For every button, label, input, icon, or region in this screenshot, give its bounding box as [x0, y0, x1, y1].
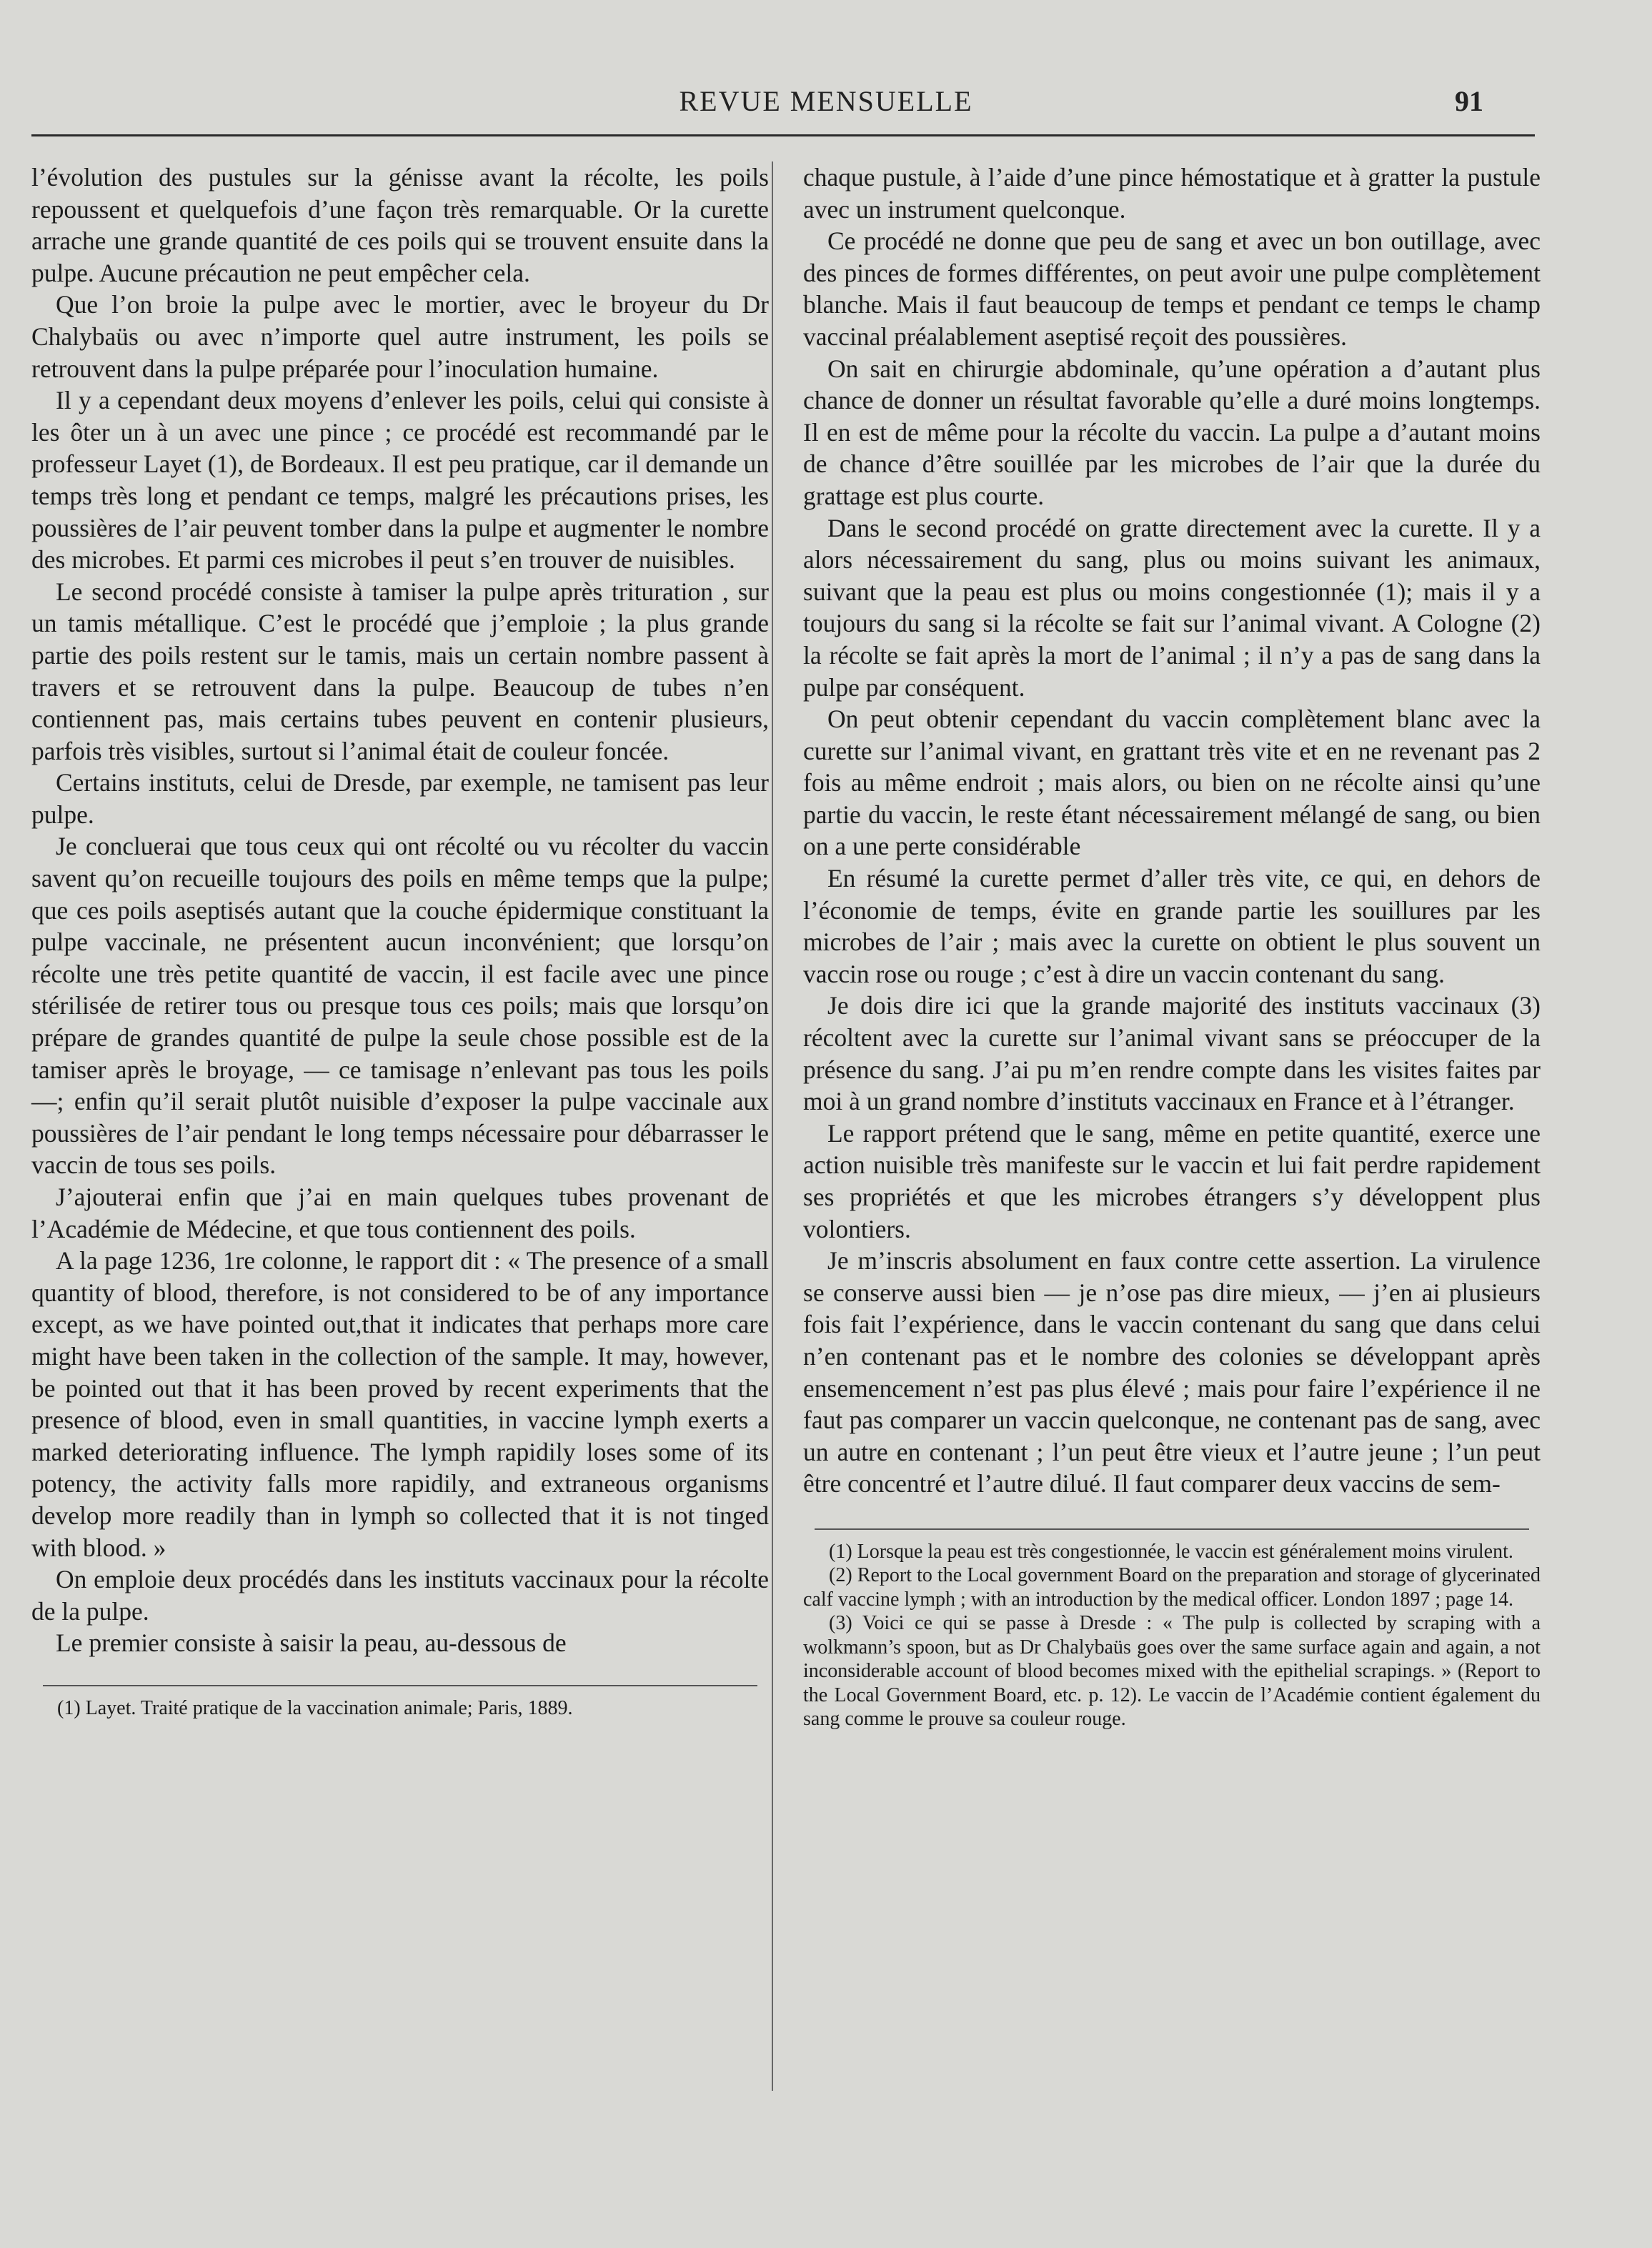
footnote: (1) Layet. Traité pratique de la vaccination animale; Paris, 1889.: [57, 1696, 573, 1719]
paragraph: chaque pustule, à l’aide d’une pince hémostatique et à gratter la pustule avec un instrument quelconque.: [803, 163, 1541, 224]
paragraph: Il y a cependant deux moyens d’enlever les poils, celui qui consiste à les ôter un à un avec une pince ; ce procédé est recommandé par le professeur Layet (1), de Bordeaux. Il est peu pratique, car il demande un temps très long et pendant ce temps, malgré les précautions prises, les poussières de l’air peuvent tomber dans la pulpe et augmenter le nombre des microbes. Et parmi ces microbes il peut s’en trouver de nuisibles.: [31, 386, 769, 575]
paragraph: Ce procédé ne donne que peu de sang et avec un bon outillage, avec des pinces de formes différentes, on peut avoir une pulpe complètement blanche. Mais il faut beaucoup de temps et pendant ce temps le champ vaccinal préalablement aseptisé reçoit des poussières.: [803, 227, 1541, 351]
paragraph: On sait en chirurgie abdominale, qu’une opération a d’autant plus chance de donner un résultat favorable qu’elle a duré moins longtemps. Il en est de même pour la récolte du vaccin. La pulpe a d’autant moins de chance d’être souillée par les microbes de l’air que la durée du grattage est plus courte.: [803, 354, 1541, 510]
paragraph: J’ajouterai enfin que j’ai en main quelques tubes provenant de l’Académie de Médecine, et que tous contiennent des poils.: [31, 1183, 769, 1243]
paragraph: Que l’on broie la pulpe avec le mortier, avec le broyeur du Dr Chalybaüs ou avec n’importe quel autre instrument, les poils se retrouvent dans la pulpe préparée pour l’inoculation humaine.: [31, 290, 769, 383]
page-number: 91: [1455, 85, 1483, 117]
running-title: REVUE MENSUELLE: [679, 85, 973, 117]
footnotes: [803, 1540, 1541, 1731]
footnote: (1) Lorsque la peau est très congestionnée, le vaccin est généralement moins virulent.: [829, 1540, 1513, 1563]
paragraph: l’évolution des pustules sur la génisse avant la récolte, les poils repoussent et quelquefois d’une façon très remarquable. Or la curette arrache une grande quantité de ces poils qui se trouvent ensuite dans la pulpe. Aucune précaution ne peut empêcher cela.: [31, 163, 769, 287]
paragraph: Je concluerai que tous ceux qui ont récolté ou vu récolter du vaccin savent qu’on recueille toujours des poils en même temps que la pulpe; que ces poils aseptisés autant que la couche épidermique constituant la pulpe vaccinale, ne présentent aucun inconvénient; que lorsqu’on récolte une très petite quantité de vaccin, il est facile avec une pince stérilisée de retirer tous ou presque tous ces poils; mais que lorsqu’on prépare de grandes quantité de pulpe la seule chose possible est de la tamiser après le broyage, — ce tamisage n’enlevant pas tous les poils —; enfin qu’il serait plutôt nuisible d’exposer la pulpe vaccinale aux poussières de l’air pendant le long temps nécessaire pour débarrasser le vaccin de tous ses poils.: [31, 832, 769, 1180]
footnote-rule: [815, 1528, 1529, 1530]
paragraph: Dans le second procédé on gratte directement avec la curette. Il y a alors nécessairement du sang, plus ou moins suivant les animaux, suivant que la peau est plus ou moins congestionnée (1); mais il y a toujours du sang si la récolte se fait sur l’animal vivant. A Cologne (2) la récolte se fait après la mort de l’animal ; il n’y a pas de sang dans la pulpe par conséquent.: [803, 513, 1541, 702]
paragraph: A la page 1236, 1re colonne, le rapport dit : « The presence of a small quantity of blood, therefore, is not considered to be of any importance except, as we have pointed out,that it indicates that perhaps more care might have been taken in the collection of the sample. It may, however, be pointed out that it has been proved by recent experiments that the presence of blood, even in small quantities, in vaccine lymph exerts a marked deteriorating influence. The lymph rapidily loses some of its potency, the activity falls more rapidily, and extraneous organisms develop more readily than in lymph so collected that it is not tinged with blood. »: [31, 1246, 769, 1562]
header-rule: [31, 134, 1535, 136]
right-column: [803, 161, 1541, 1731]
paragraph: Le rapport prétend que le sang, même en petite quantité, exerce une action nuisible très manifeste sur le vaccin et lui fait perdre rapidement ses propriétés et que les microbes étrangers s’y développent plus volontiers.: [803, 1118, 1541, 1243]
paragraph: Certains instituts, celui de Dresde, par exemple, ne tamisent pas leur pulpe.: [31, 768, 769, 829]
footnotes: [31, 1696, 769, 1721]
footnote: (3) Voici ce qui se passe à Dresde : « The pulp is collected by scraping with a wolkmann’s spoon, but as Dr Chalybaüs goes over the same surface again and again, a not inconsiderable account of blood becomes mixed with the epithelial scrapings. » (Report to the Local Government Board, etc. p. 12). Le vaccin de l’Académie contient également du sang comme le prouve sa couleur rouge.: [803, 1612, 1541, 1731]
paragraph: Je dois dire ici que la grande majorité des instituts vaccinaux (3) récoltent avec la curette sur l’animal vivant sans se préoccuper de la présence du sang. J’ai pu m’en rendre compte dans les visites faites par moi à un grand nombre d’instituts vaccinaux en France et à l’étranger.: [803, 991, 1541, 1116]
paragraph: On emploie deux procédés dans les instituts vaccinaux pour la récolte de la pulpe.: [31, 1565, 769, 1626]
paragraph: En résumé la curette permet d’aller très vite, ce qui, en dehors de l’économie de temps, évite en grande partie les souillures par les microbes de l’air ; mais avec la curette on obtient le plus souvent un vaccin rose ou rouge ; c’est à dire un vaccin contenant du sang.: [803, 864, 1541, 988]
paragraph: Le second procédé consiste à tamiser la pulpe après trituration , sur un tamis métallique. C’est le procédé que j’emploie ; la plus grande partie des poils restent sur le tamis, mais un certain nombre passent à travers et se retrouvent dans la pulpe. Beaucoup de tubes n’en contiennent pas, mais certains tubes peuvent en contenir plusieurs, parfois très visibles, surtout si l’animal était de couleur foncée.: [31, 577, 769, 765]
left-column: [31, 161, 769, 1720]
footnote-rule: [43, 1685, 757, 1686]
paragraph: Je m’inscris absolument en faux contre cette assertion. La virulence se conserve aussi bien — je n’ose pas dire mieux, — j’en ai plusieurs fois fait l’expérience, dans le vaccin contenant du sang que dans celui n’en contenant pas et le nombre des colonies se développant après ensemencement n’est pas plus élevé ; mais pour faire l’expérience il ne faut pas comparer un vaccin quelconque, ne contenant pas de sang, avec un autre en contenant ; l’un peut être vieux et l’autre jeune ; l’un peut être concentré et l’autre dilué. Il faut comparer deux vaccins de sem-: [803, 1246, 1541, 1498]
paragraph: Le premier consiste à saisir la peau, au-dessous de: [56, 1628, 567, 1658]
footnote: (2) Report to the Local government Board on the preparation and storage of glycerinated calf vaccine lymph ; with an introduction by the medical officer. London 1897 ; page 14.: [803, 1564, 1541, 1611]
column-divider: [772, 161, 773, 2091]
paragraph: On peut obtenir cependant du vaccin complètement blanc avec la curette sur l’animal vivant, en grattant très vite et en ne revenant pas 2 fois au même endroit ; mais alors, ou bien on ne récolte ainsi qu’une partie du vaccin, le reste étant nécessairement mélangé de sang, ou bien on a une perte considérable: [803, 705, 1541, 861]
